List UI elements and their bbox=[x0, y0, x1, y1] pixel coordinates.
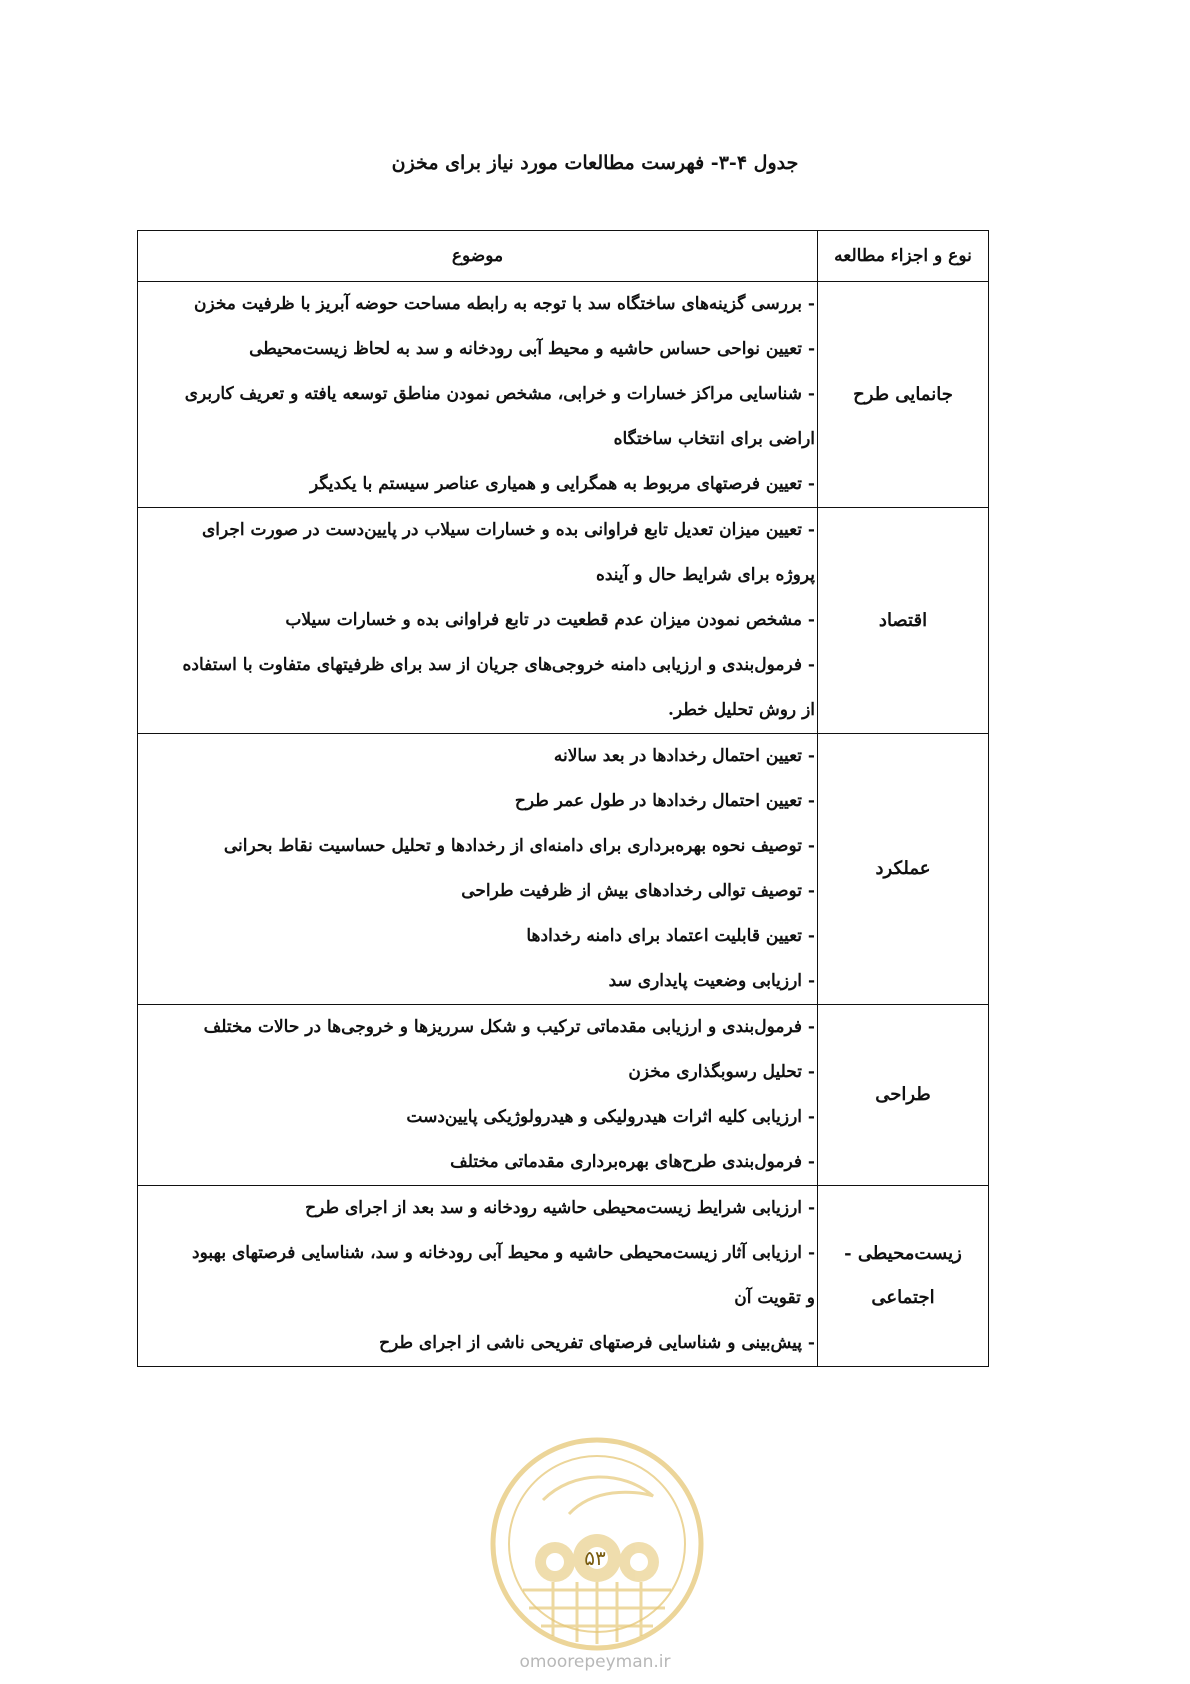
table-row bbox=[138, 1005, 989, 1186]
topic-line: - تعیین نواحی حساس حاشیه و محیط آبی رودخانه و سد به لحاظ زیست‌محیطی bbox=[249, 339, 815, 359]
topic-line: - بررسی گزینه‌های ساختگاه سد با توجه به رابطه مساحت حوضه آبریز با ظرفیت مخزن bbox=[193, 294, 815, 314]
topic-line: و تقویت آن bbox=[734, 1288, 815, 1308]
topic-line: - تعیین احتمال رخدادها در طول عمر طرح bbox=[514, 791, 815, 811]
topic-line: - ارزیابی کلیه اثرات هیدرولیکی و هیدرولوژیکی پایین‌دست bbox=[406, 1107, 815, 1127]
topic-line: اراضی برای انتخاب ساختگاه bbox=[613, 429, 815, 449]
study-type-cell bbox=[818, 282, 989, 508]
topic-line: - شناسایی مراکز خسارات و خرابی، مشخص نمودن مناطق توسعه یافته و تعریف کاربری bbox=[184, 384, 815, 404]
table-row bbox=[138, 734, 989, 1005]
topic-line: - ارزیابی وضعیت پایداری سد bbox=[608, 971, 815, 991]
page-number: ۵۳ bbox=[584, 1546, 606, 1570]
topic-line: - تعیین فرصتهای مربوط به همگرایی و همیاری عناصر سیستم با یکدیگر bbox=[310, 474, 815, 494]
topic-line: - تعیین قابلیت اعتماد برای دامنه رخدادها bbox=[526, 926, 815, 946]
topic-cell bbox=[138, 1186, 818, 1367]
topic-line: - مشخص نمودن میزان عدم قطعیت در تابع فراوانی بده و خسارات سیلاب bbox=[285, 610, 815, 630]
study-type-label: عملکرد bbox=[875, 858, 931, 879]
watermark-logo bbox=[483, 1430, 711, 1658]
study-type-label: زیست‌محیطی - bbox=[844, 1243, 962, 1264]
table-header-row bbox=[138, 231, 989, 282]
topic-line: - فرمول‌بندی و ارزیابی دامنه خروجی‌های جریان از سد برای ظرفیتهای متفاوت با استفاده bbox=[182, 655, 815, 675]
study-type-cell bbox=[818, 1186, 989, 1367]
topic-line: - پیش‌بینی و شناسایی فرصتهای تفریحی ناشی از اجرای طرح bbox=[379, 1333, 815, 1353]
topic-line: - فرمول‌بندی و ارزیابی مقدماتی ترکیب و شکل سرریزها و خروجی‌ها در حالات مختلف bbox=[203, 1017, 815, 1037]
topic-cell bbox=[138, 282, 818, 508]
topic-line: از روش تحلیل خطر. bbox=[668, 700, 815, 720]
study-type-label: طراحی bbox=[875, 1084, 931, 1105]
topic-cell bbox=[138, 1005, 818, 1186]
topic-line: - تحلیل رسوبگذاری مخزن bbox=[628, 1062, 815, 1082]
study-type-cell bbox=[818, 508, 989, 734]
topic-line: - تعیین احتمال رخدادها در بعد سالانه bbox=[553, 746, 815, 766]
table-row bbox=[138, 508, 989, 734]
table-row bbox=[138, 282, 989, 508]
website-watermark: omoorepeyman.ir bbox=[519, 1652, 671, 1672]
study-type-label: اقتصاد bbox=[878, 609, 928, 631]
topic-line: - توصیف توالی رخدادهای بیش از ظرفیت طراحی bbox=[461, 881, 815, 901]
topic-cell bbox=[138, 734, 818, 1005]
study-type-cell bbox=[818, 734, 989, 1005]
topic-line: پروژه برای شرایط حال و آینده bbox=[595, 565, 815, 585]
topic-line: - ارزیابی شرایط زیست‌محیطی حاشیه رودخانه و سد بعد از اجرای طرح bbox=[305, 1198, 815, 1218]
table-row bbox=[138, 1186, 989, 1367]
topic-line: - توصیف نحوه بهره‌برداری برای دامنه‌ای از رخدادها و تحلیل حساسیت نقاط بحرانی bbox=[223, 836, 815, 856]
study-type-cell bbox=[818, 1005, 989, 1186]
header-topic: موضوع bbox=[138, 231, 818, 282]
table-caption: جدول ۴-۳- فهرست مطالعات مورد نیاز برای مخزن bbox=[391, 152, 799, 174]
topic-cell bbox=[138, 508, 818, 734]
header-study-type: نوع و اجزاء مطالعه bbox=[818, 231, 989, 282]
studies-table bbox=[137, 230, 989, 1367]
study-type-label: جانمایی طرح bbox=[853, 383, 953, 405]
topic-line: - فرمول‌بندی طرح‌های بهره‌برداری مقدماتی مختلف bbox=[450, 1152, 815, 1172]
topic-line: - ارزیابی آثار زیست‌محیطی حاشیه و محیط آبی رودخانه و سد، شناسایی فرصتهای بهبود bbox=[192, 1243, 815, 1263]
topic-line: - تعیین میزان تعدیل تابع فراوانی بده و خسارات سیلاب در پایین‌دست در صورت اجرای bbox=[201, 520, 815, 540]
study-type-label: اجتماعی bbox=[871, 1287, 935, 1308]
